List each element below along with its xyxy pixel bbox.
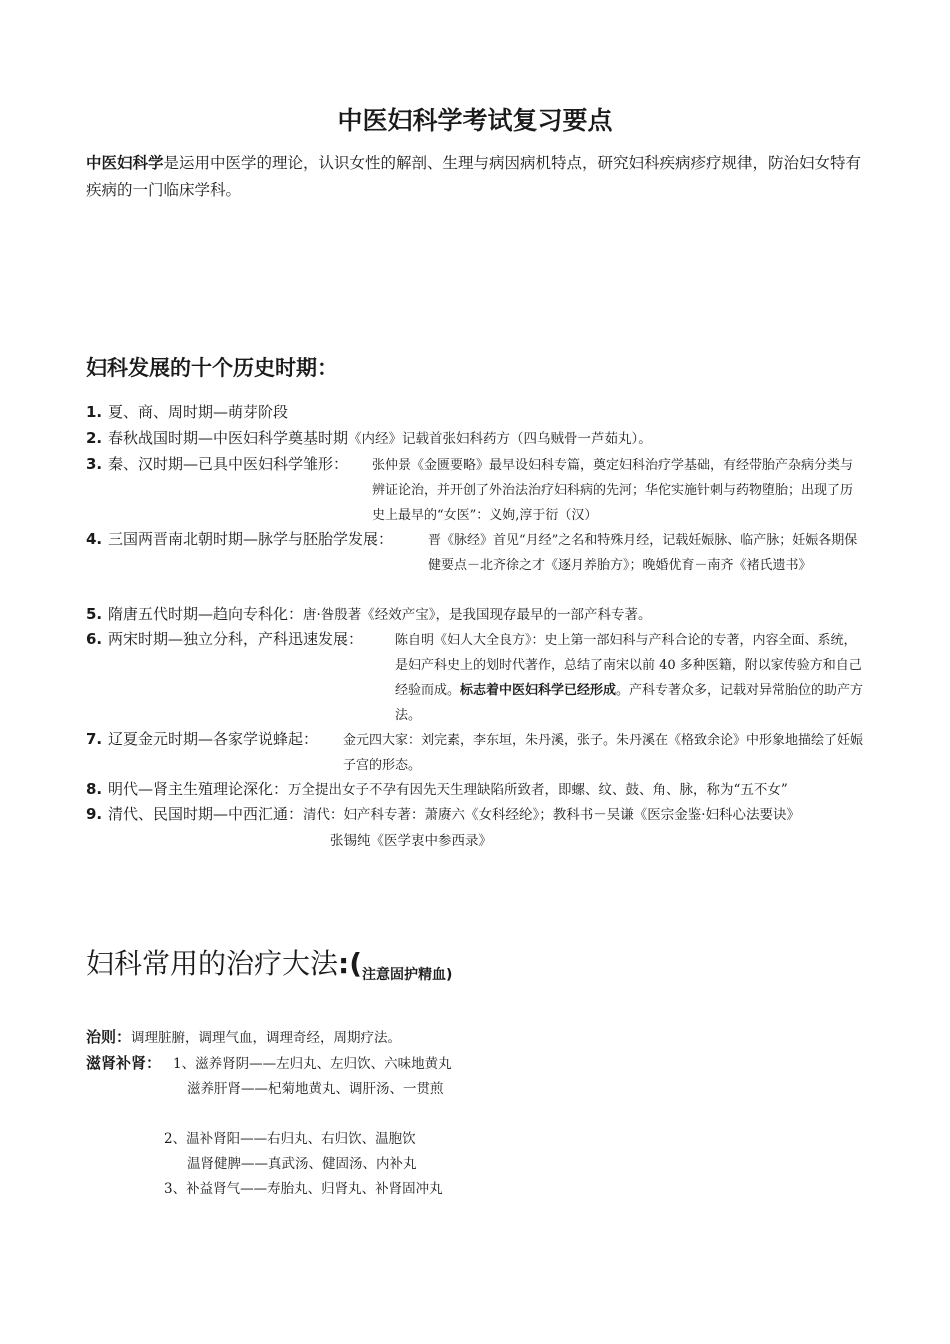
period-item-7: [86, 728, 318, 749]
page-title: 中医妇科学考试复习要点: [337, 106, 613, 135]
period-note: 张仲景《金匮要略》最早设妇科专篇，奠定妇科治疗学基础，有经带胎产杂病分类与辨证论治，并开创了外治法治疗妇科病的先河；华佗实施针刺与药物堕胎；出现了历史上最早的“女医”：义姁,淳于衍（汉）: [372, 458, 854, 523]
period-item-3: [86, 453, 348, 474]
kidney-label: 滋肾补肾：: [86, 1054, 162, 1072]
period-item-2: [86, 427, 652, 448]
period-note: 万全提出女子不孕有因先天生理缺陷所致者，即螺、纹、鼓、角、脉，称为“五不女”: [288, 782, 788, 798]
period-num: 9.: [86, 805, 103, 823]
period-title: 夏、商、周时期—萌芽阶段: [108, 403, 289, 421]
period-note: [395, 628, 865, 728]
period-num: 1.: [86, 403, 103, 421]
principle-row: [86, 1026, 401, 1047]
treatment-line-2: 滋养肝肾——杞菊地黄丸、调肝汤、一贯煎: [187, 1081, 444, 1097]
period-num: 3.: [86, 455, 103, 473]
periods-heading: 妇科发展的十个历史时期：: [86, 356, 338, 380]
period-note: 《内经》记载首张妇科药方（四乌贼骨一芦茹丸）。: [348, 431, 652, 447]
period-note: 晋《脉经》首见“月经”之名和特殊月经，记载妊娠脉、临产脉；妊娠各期保健要点－北齐徐之才《逐月养胎方》；晚婚优育－南齐《褚氏遗书》: [428, 533, 858, 573]
period-note: 金元四大家：刘完素，李东垣，朱丹溪，张子。朱丹溪在《格致余论》中形象地描绘了妊娠子宫的形态。: [343, 733, 864, 773]
period-item-6: [86, 628, 363, 649]
treatment-line-4: 温肾健脾——真武汤、健固汤、内补丸: [187, 1156, 417, 1172]
intro-paragraph: [86, 150, 866, 204]
period-item-4: [86, 528, 393, 549]
period-title: 秦、汉时期—已具中医妇科学雏形：: [108, 455, 349, 473]
treatment-subnote: 注意固护精血): [362, 967, 453, 983]
period-note-text: 。产科专著众多，记载对异常胎位的助产方法。: [395, 683, 864, 723]
period-item-1: [86, 401, 288, 422]
period-note: 清代：妇产科专著：萧赓六《女科经纶》；教科书－吴谦《医宗金鉴·妇科心法要诀》: [303, 807, 801, 823]
treatment-line-5: 3、补益肾气——寿胎丸、归肾丸、补肾固冲丸: [164, 1181, 443, 1197]
treatment-heading: [86, 942, 452, 982]
principle-label: 治则：: [86, 1028, 132, 1046]
period-title: 清代、民国时期—中西汇通：: [108, 805, 304, 823]
period-item-9: [86, 803, 800, 824]
period-note: 张锡纯《医学衷中参西录》: [330, 833, 492, 849]
treatment-line-3: 2、温补肾阳——右归丸、右归饮、温胞饮: [164, 1131, 416, 1147]
period-title: 明代—肾主生殖理论深化：: [108, 780, 289, 798]
period-item-5: [86, 603, 652, 624]
period-note: 唐·昝殷著《经效产宝》，是我国现存最早的一部产科专著。: [303, 607, 652, 623]
treatment-heading-paren: :(: [338, 947, 363, 980]
intro-term: 中医妇科学: [86, 154, 164, 172]
period-note-emphasis: 标志着中医妇科学已经形成: [460, 683, 617, 698]
period-num: 7.: [86, 730, 103, 748]
period-num: 8.: [86, 780, 103, 798]
period-title: 春秋战国时期—中医妇科学奠基时期: [108, 429, 349, 447]
period-title: 辽夏金元时期—各家学说蜂起：: [108, 730, 319, 748]
principle-text: 调理脏腑，调理气血，调理奇经，周期疗法。: [131, 1030, 402, 1046]
period-title: 隋唐五代时期—趋向专科化：: [108, 605, 304, 623]
period-title: 两宋时期—独立分科，产科迅速发展：: [108, 630, 364, 648]
period-item-8: [86, 778, 788, 799]
period-num: 4.: [86, 530, 103, 548]
treatment-heading-text: 妇科常用的治疗大法: [86, 947, 339, 980]
period-num: 6.: [86, 630, 103, 648]
period-num: 5.: [86, 605, 103, 623]
period-title: 三国两晋南北朝时期—脉学与胚胎学发展：: [108, 530, 394, 548]
treatment-line-1: 1、滋养肾阴——左归丸、左归饮、六味地黄丸: [173, 1056, 452, 1072]
period-note-text: 陈自明《妇人大全良方》：史上第一部妇科与产科合论的专著，内容全面、系统，是妇产科史上的划时代著作，总结了南宋以前 40 多种医籍，附以家传验方和自己经验而成。: [395, 633, 862, 698]
intro-text: 是运用中医学的理论，认识女性的解剖、生理与病因病机特点，研究妇科疾病疹疗规律，防治妇女特有疾病的一门临床学科。: [86, 154, 862, 199]
period-num: 2.: [86, 429, 103, 447]
